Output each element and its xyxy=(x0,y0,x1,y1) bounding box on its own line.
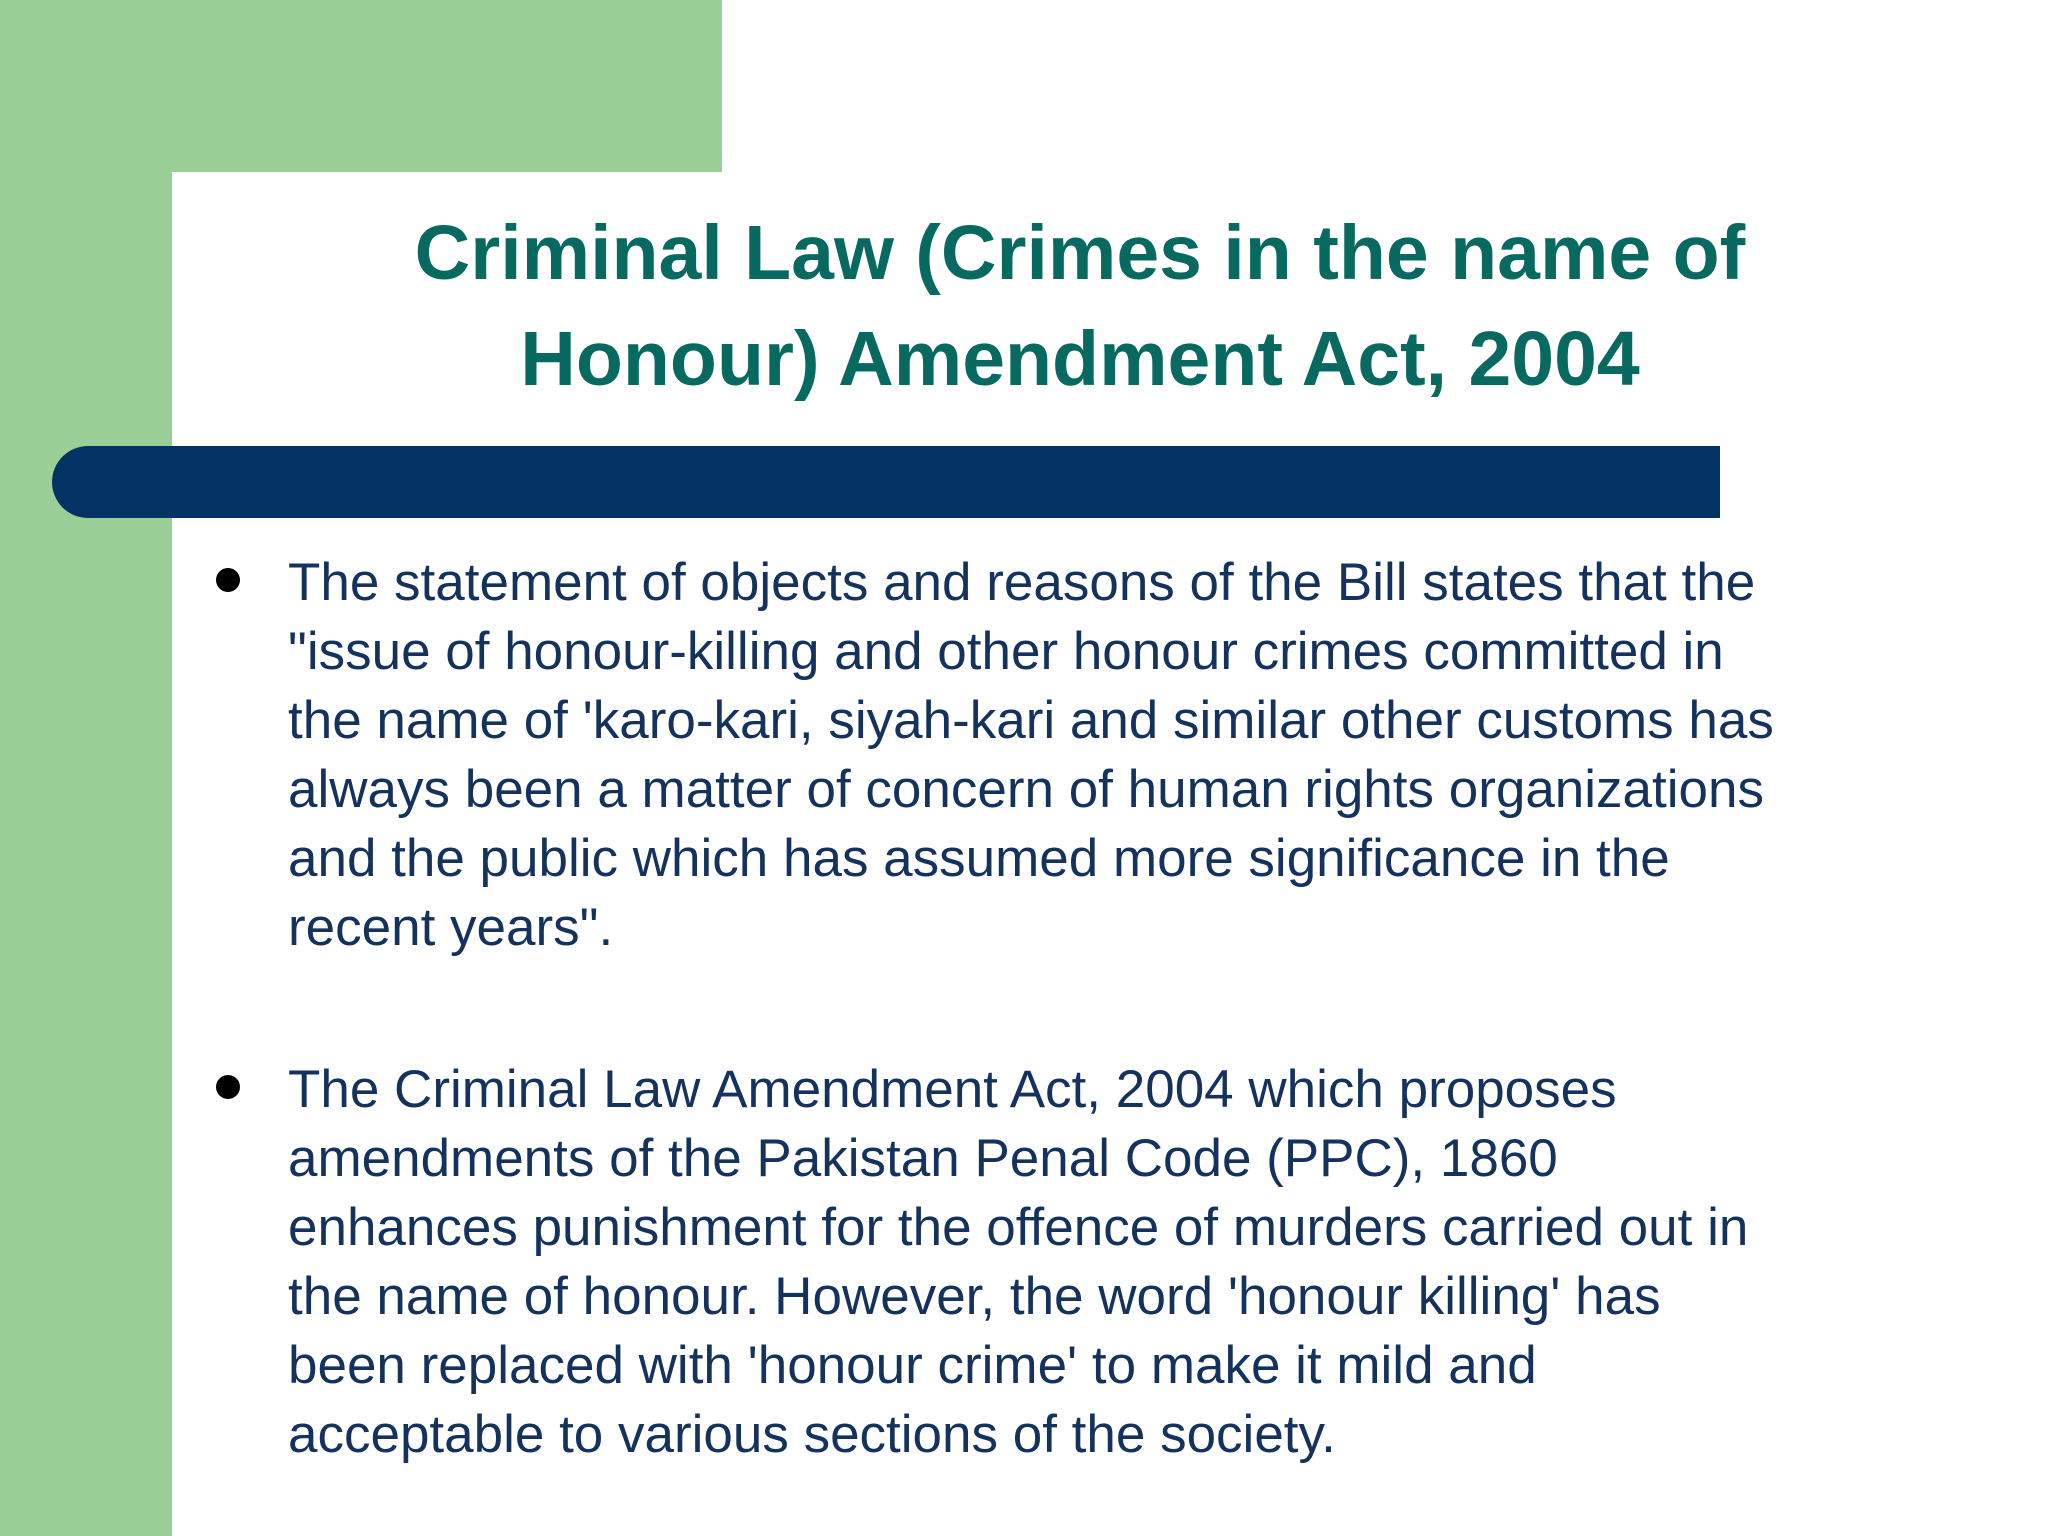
slide-title-line: Criminal Law (Crimes in the name of xyxy=(414,210,1746,296)
bullet-list xyxy=(216,548,1916,1469)
green-side-strip xyxy=(0,0,172,1536)
bullet-text-line: enhances punishment for the offence of murders carried out in xyxy=(288,1198,1749,1257)
slide-title xyxy=(260,200,1900,412)
bullet-item xyxy=(216,1055,1916,1469)
bullet-text-line: always been a matter of concern of human rights organizations xyxy=(288,760,1764,819)
slide-title-line: Honour) Amendment Act, 2004 xyxy=(520,316,1640,402)
title-divider-bar xyxy=(52,446,1720,518)
bullet-dot-icon xyxy=(216,568,240,592)
bullet-text-line: recent years". xyxy=(288,898,614,957)
bullet-text-line: "issue of honour-killing and other honour crimes committed in xyxy=(288,622,1724,681)
bullet-text-line: acceptable to various sections of the society. xyxy=(288,1405,1336,1464)
bullet-text-line: amendments of the Pakistan Penal Code (PPC), 1860 xyxy=(288,1129,1558,1188)
bullet-text-line: The Criminal Law Amendment Act, 2004 which proposes xyxy=(288,1060,1617,1119)
bullet-text-line: the name of 'karo-kari, siyah-kari and similar other customs has xyxy=(288,691,1774,750)
bullet-item xyxy=(216,548,1916,962)
bullet-text-line: and the public which has assumed more significance in the xyxy=(288,829,1670,888)
bullet-dot-icon xyxy=(216,1075,240,1099)
bullet-text-line: the name of honour. However, the word 'honour killing' has xyxy=(288,1267,1661,1326)
bullet-text-line: been replaced with 'honour crime' to make it mild and xyxy=(288,1336,1537,1395)
bullet-text-line: The statement of objects and reasons of the Bill states that the xyxy=(288,553,1756,612)
